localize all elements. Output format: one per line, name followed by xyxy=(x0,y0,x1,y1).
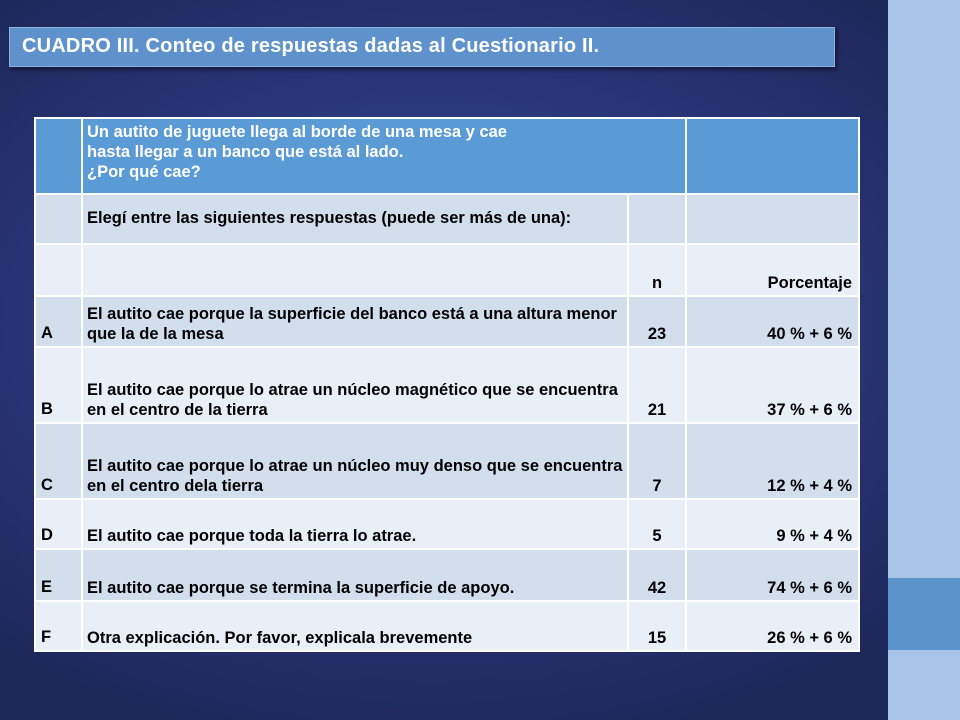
row-percent: 74 % + 6 % xyxy=(686,549,859,601)
row-letter: E xyxy=(35,549,82,601)
table-row xyxy=(35,347,859,423)
row-percent: 9 % + 4 % xyxy=(686,499,859,549)
row-letter: B xyxy=(35,347,82,423)
question-line-3: ¿Por qué cae? xyxy=(87,163,201,181)
right-accent-square xyxy=(888,578,960,650)
row-count: 15 xyxy=(628,601,686,651)
row-count: 23 xyxy=(628,296,686,347)
instruction-text: Elegí entre las siguientes respuestas (puede ser más de una): xyxy=(82,194,628,244)
instruction-pct-cell xyxy=(686,194,859,244)
table-row xyxy=(35,549,859,601)
colhead-letter-cell xyxy=(35,244,82,296)
row-count: 21 xyxy=(628,347,686,423)
row-percent: 40 % + 6 % xyxy=(686,296,859,347)
row-letter: F xyxy=(35,601,82,651)
question-line-1: Un autito de juguete llega al borde de una mesa y cae xyxy=(87,123,507,141)
row-letter: A xyxy=(35,296,82,347)
row-answer-text: El autito cae porque toda la tierra lo atrae. xyxy=(82,499,628,549)
table-row xyxy=(35,499,859,549)
question-line-2: hasta llegar a un banco que está al lado. xyxy=(87,143,404,161)
row-answer-text: El autito cae porque lo atrae un núcleo magnético que se encuentra en el centro de la tierra xyxy=(82,347,628,423)
question-cell xyxy=(82,118,686,194)
instruction-letter-cell xyxy=(35,194,82,244)
column-header-n: n xyxy=(628,244,686,296)
header-letter-cell xyxy=(35,118,82,194)
table-row xyxy=(35,601,859,651)
row-percent: 12 % + 4 % xyxy=(686,423,859,499)
row-count: 7 xyxy=(628,423,686,499)
header-empty-cell xyxy=(686,118,859,194)
table-row xyxy=(35,423,859,499)
row-answer-text: Otra explicación. Por favor, explicala brevemente xyxy=(82,601,628,651)
table-row xyxy=(35,296,859,347)
row-letter: C xyxy=(35,423,82,499)
instruction-n-cell xyxy=(628,194,686,244)
responses-table xyxy=(34,117,860,652)
row-percent: 37 % + 6 % xyxy=(686,347,859,423)
colhead-text-cell xyxy=(82,244,628,296)
row-count: 42 xyxy=(628,549,686,601)
row-answer-text: El autito cae porque la superficie del banco está a una altura menor que la de la mesa xyxy=(82,296,628,347)
column-header-percent: Porcentaje xyxy=(686,244,859,296)
row-answer-text: El autito cae porque lo atrae un núcleo muy denso que se encuentra en el centro dela tierra xyxy=(82,423,628,499)
row-answer-text: El autito cae porque se termina la superficie de apoyo. xyxy=(82,549,628,601)
row-percent: 26 % + 6 % xyxy=(686,601,859,651)
row-letter: D xyxy=(35,499,82,549)
slide-title: CUADRO III. Conteo de respuestas dadas al Cuestionario II. xyxy=(9,27,835,67)
row-count: 5 xyxy=(628,499,686,549)
